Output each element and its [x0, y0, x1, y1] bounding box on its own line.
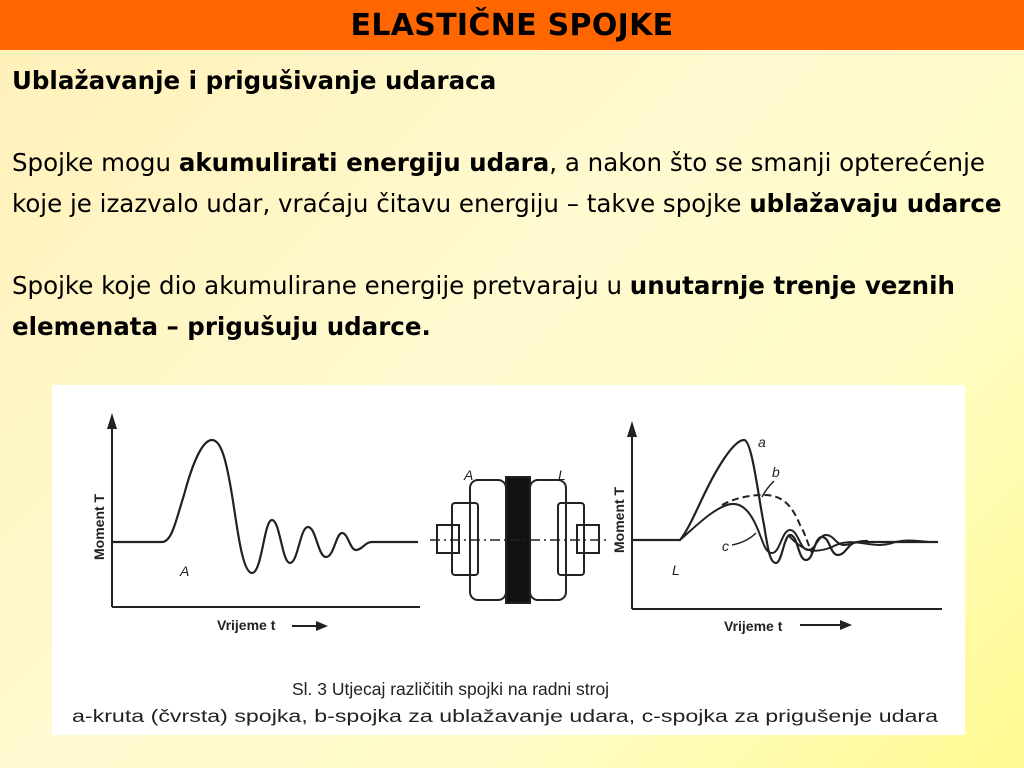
curve-label-c: c — [722, 538, 729, 554]
right-curve-a — [632, 440, 938, 563]
paragraph-damping — [12, 265, 1012, 347]
slide-title: ELASTIČNE SPOJKE — [350, 7, 674, 43]
right-curve-c — [680, 504, 868, 553]
curve-label-c-leader — [732, 533, 756, 545]
figure-caption-line2: a-kruta (čvrsta) spojka, b-spojka za ublažavanje udara, c-spojka za prigušenje udara — [72, 706, 939, 726]
left-y-label: Moment T — [91, 493, 107, 560]
title-bar — [0, 0, 1024, 50]
para1-text-2: , a nakon što se smanji opterećenje koje je izazvalo udar, vraćaju čitavu energiju – takve spojke — [12, 148, 985, 218]
right-x-label: Vrijeme t — [724, 618, 783, 634]
hub-left — [452, 503, 478, 575]
left-x-arrow — [292, 621, 328, 631]
figure-drawing — [52, 385, 965, 735]
figure-caption-line1: Sl. 3 Utjecaj različitih spojki na radni stroj — [292, 679, 610, 699]
shaft-right — [577, 525, 599, 553]
left-curve-label: A — [180, 563, 190, 579]
para1-text-1: Spojke mogu — [12, 148, 179, 177]
para2-text-1: Spojke koje dio akumulirane energije pretvaraju u — [12, 271, 630, 300]
paragraph-cushioning — [12, 142, 1012, 224]
para2-text-2: . — [421, 312, 431, 341]
right-y-arrow — [627, 421, 637, 437]
para2-bold-1: unutarnje trenje veznih elemenata – prigušuju udarce — [12, 271, 955, 341]
figure-coupling-comparison — [52, 385, 965, 735]
left-y-arrow — [107, 413, 117, 429]
shaft-left — [437, 525, 459, 553]
curve-label-a: a — [758, 434, 766, 450]
left-x-label: Vrijeme t — [217, 617, 276, 633]
right-plot — [627, 421, 942, 609]
curve-label-b: b — [772, 464, 780, 480]
right-y-label: Moment T — [611, 486, 627, 553]
left-curve-rigid — [112, 440, 418, 573]
para1-bold-2: ublažavaju udarce — [749, 189, 1002, 218]
para1-bold-1: akumulirati energiju udara — [178, 148, 550, 177]
coupling-label-left: A — [464, 467, 474, 483]
slide-subtitle: Ublažavanje i prigušivanje udaraca — [12, 66, 497, 95]
right-corner-label: L — [672, 562, 680, 578]
coupling-label-right: L — [558, 467, 566, 483]
hub-right — [558, 503, 584, 575]
right-x-arrow — [800, 620, 852, 630]
coupling-drawing — [430, 477, 608, 603]
left-plot — [107, 413, 420, 607]
slide-content — [12, 60, 1012, 347]
